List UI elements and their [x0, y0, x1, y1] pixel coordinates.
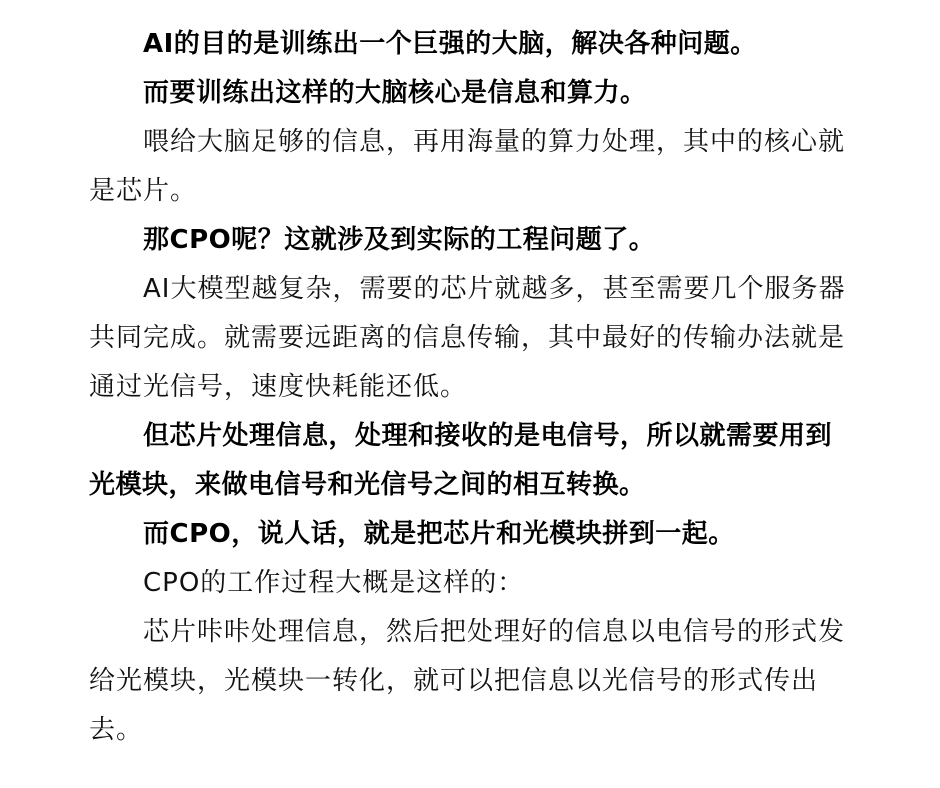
paragraph-chip-core: 喂给大脑足够的信息，再用海量的算力处理，其中的核心就是芯片。 [89, 127, 846, 206]
paragraph-optical-transmission: AI大模型越复杂，需要的芯片就越多，甚至需要几个服务器共同完成。就需要远距离的信息传输，其中最好的传输办法就是通过光信号，速度快耗能还低。 [89, 274, 846, 402]
paragraph-cpo-process-intro: CPO的工作过程大概是这样的： [143, 568, 525, 598]
paragraph-core-requirements: 而要训练出这样的大脑核心是信息和算力。 [143, 78, 647, 108]
article-body [89, 20, 849, 755]
paragraph-ai-purpose: AI的目的是训练出一个巨强的大脑，解决各种问题。 [143, 29, 757, 59]
paragraph-optical-module: 但芯片处理信息，处理和接收的是电信号，所以就需要用到光模块，来做电信号和光信号之间的相互转换。 [89, 421, 833, 500]
paragraph-cpo-question: 那CPO呢？这就涉及到实际的工程问题了。 [143, 225, 656, 255]
paragraph-cpo-process: 芯片咔咔处理信息，然后把处理好的信息以电信号的形式发给光模块，光模块一转化，就可以把信息以光信号的形式传出去。 [89, 617, 846, 745]
paragraph-cpo-definition: 而CPO，说人话，就是把芯片和光模块拼到一起。 [143, 519, 735, 549]
